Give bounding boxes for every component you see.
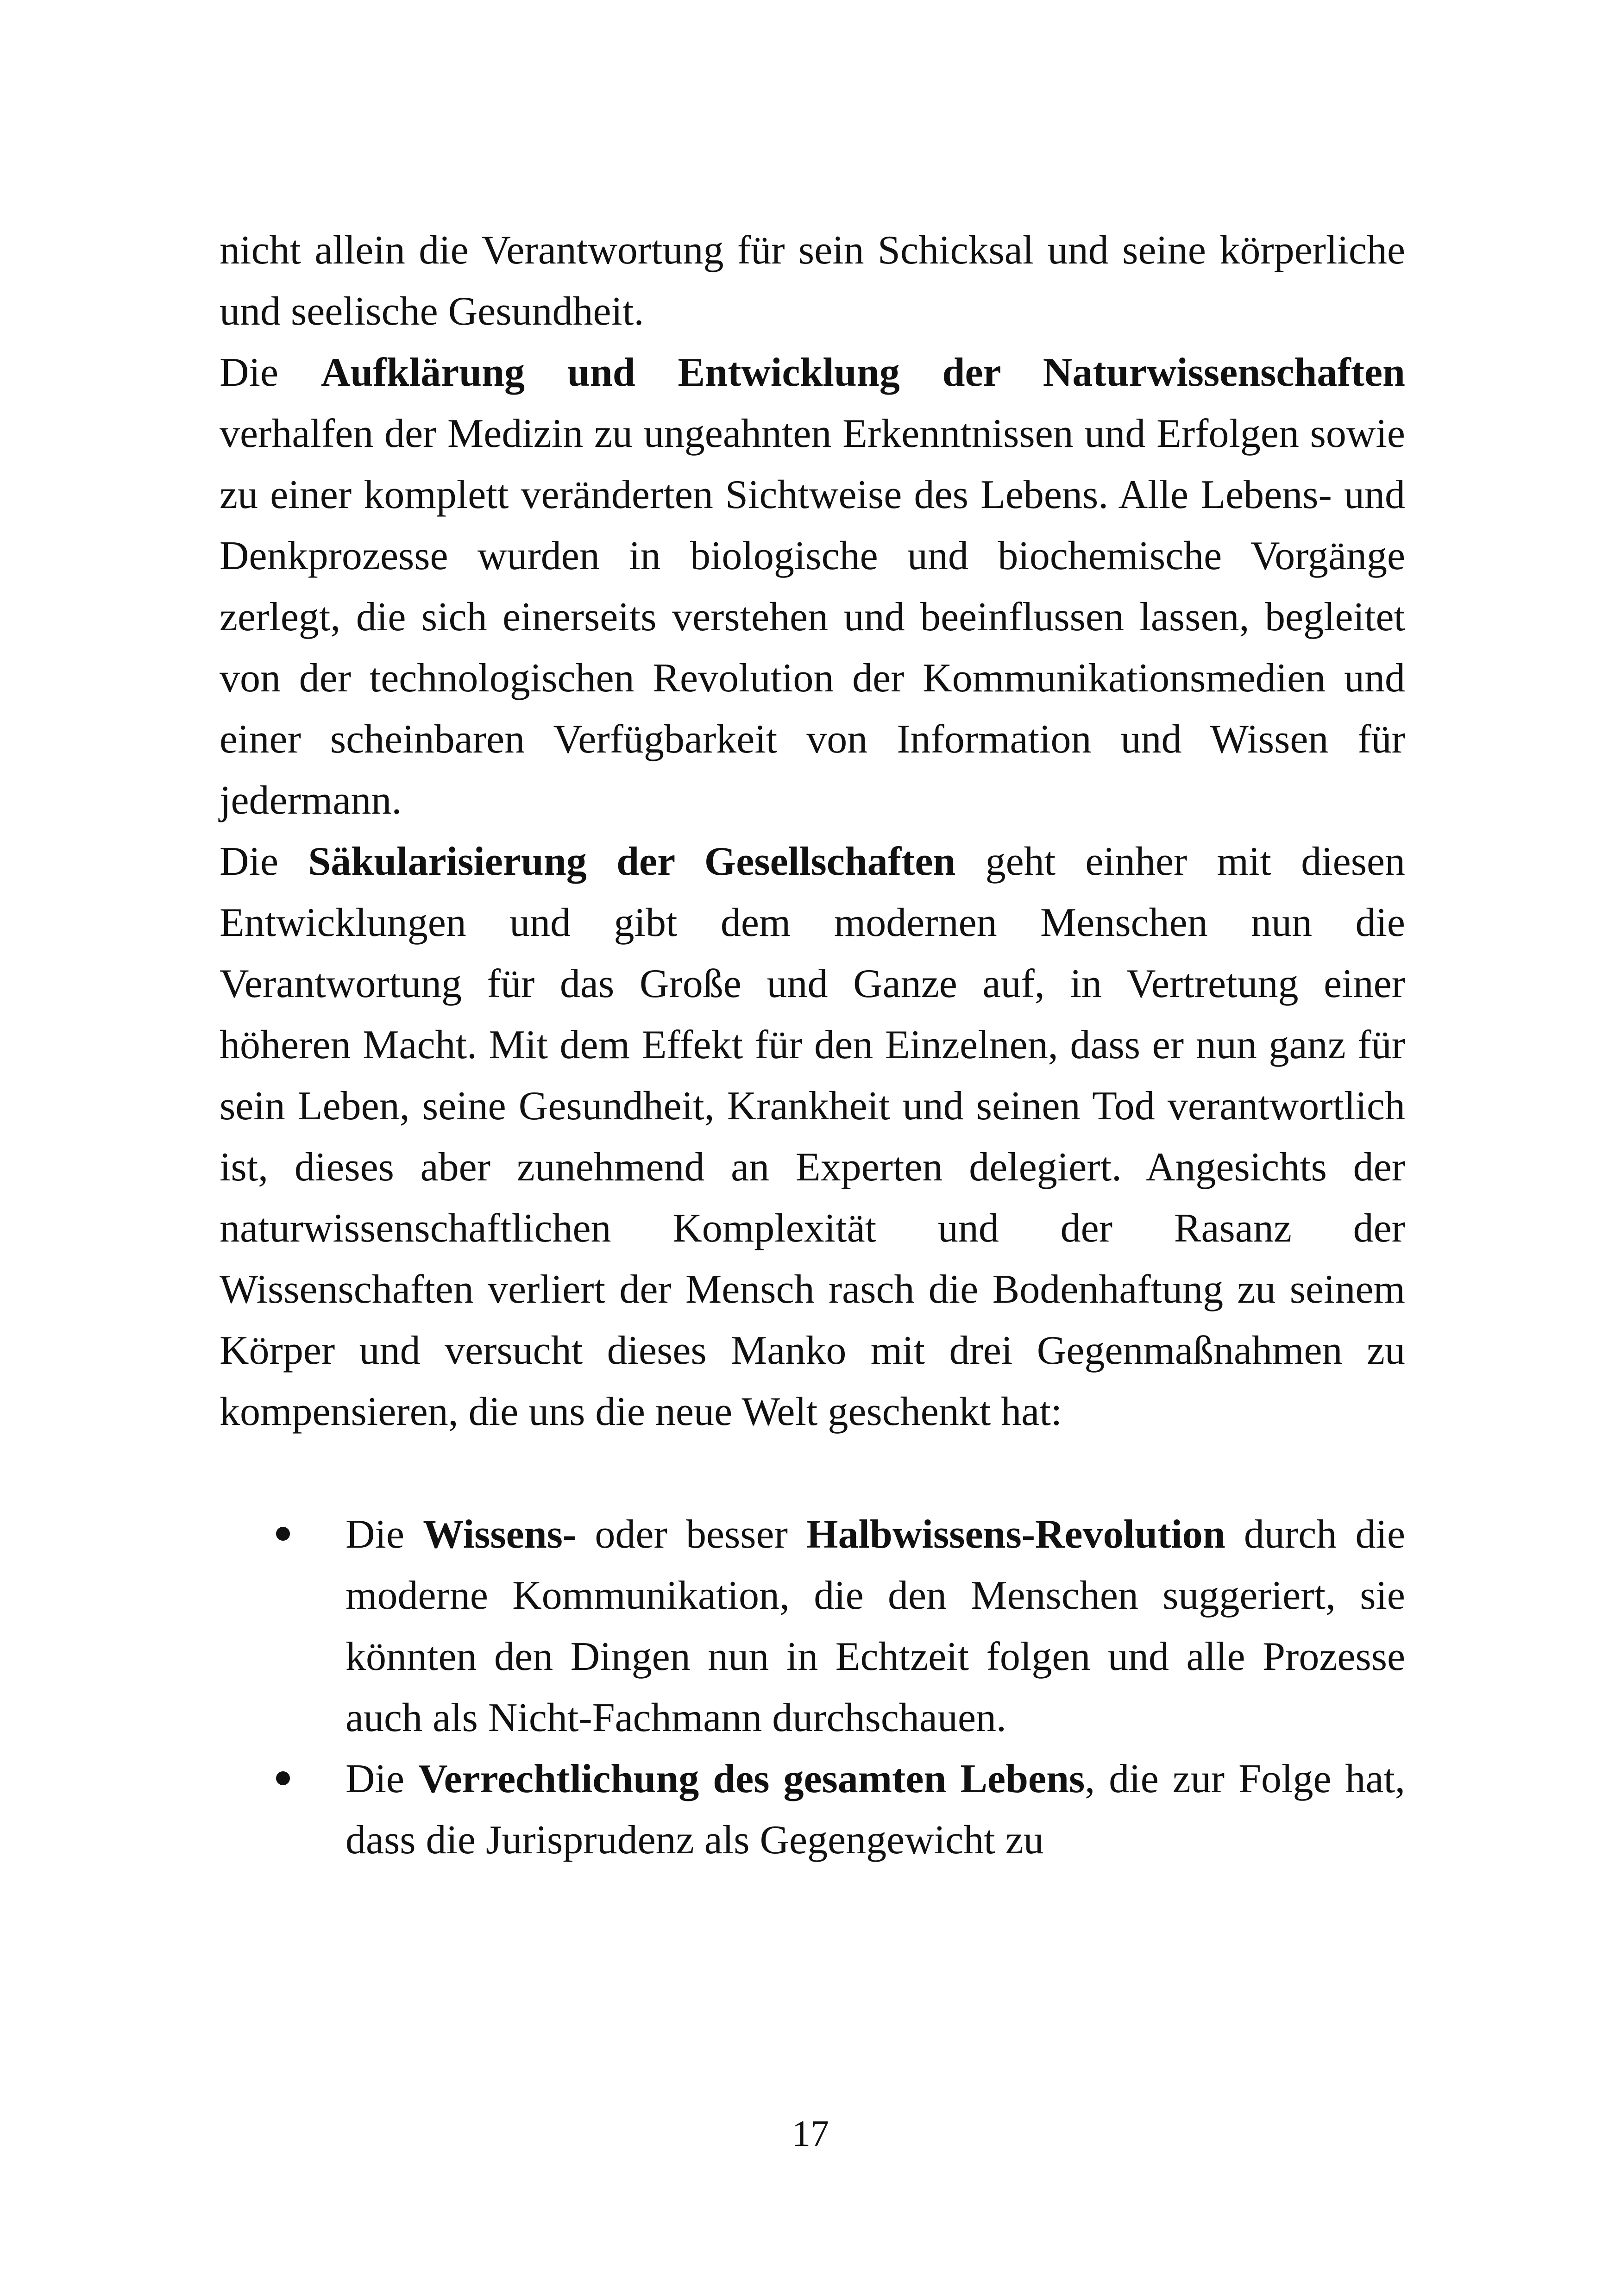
paragraph-1-text: nicht allein die Verantwortung für sein Schicksal und seine körperliche und seelische Gesundheit. [220,228,1405,334]
bullet-list [220,1504,1405,1871]
paragraph-3 [220,831,1405,1443]
bullet-1-bold-1: Wissens- [423,1512,577,1557]
paragraph-1 [220,220,1405,342]
bullet-1-rest: durch die moderne Kommunikation, die den Menschen suggeriert, sie könnten den Dingen nun in Echtzeit folgen und alle Prozesse auch als Nicht-Fachmann durchschauen. [346,1512,1406,1740]
paragraph-3-lead: Die [220,839,308,884]
paragraph-3-rest: geht einher mit diesen Entwicklungen und gibt dem modernen Menschen nun die Verantwortung für das Große und Ganze auf, in Vertretung einer höheren Macht. Mit dem Effekt für den Einzelnen, dass er nun ganz für sein Leben, seine Gesundheit, Krankheit und seinen Tod verantwortlich ist, dieses aber zunehmend an Experten delegiert. Angesichts der naturwissenschaftlichen Komplexität und der Rasanz der Wissenschaften verliert der Mensch rasch die Bodenhaftung zu seinem Körper und versucht dieses Manko mit drei Gegenmaßnahmen zu kompensieren, die uns die neue Welt geschenkt hat: [220,839,1406,1434]
bullet-2-bold: Verrechtlichung des gesamten Lebens [418,1757,1085,1801]
paragraph-2-bold: Aufklärung und Entwicklung der Naturwissenschaften [320,350,1405,395]
bullet-1-middle: oder besser [576,1512,807,1557]
bullet-2-rest: , die zur Folge hat, dass die Jurisprudenz als Gegengewicht zu [346,1757,1406,1863]
paragraph-2 [220,342,1405,831]
paragraph-3-bold: Säkularisierung der Gesellschaften [308,839,956,884]
bullet-icon [276,1771,290,1785]
paragraph-2-rest: verhalfen der Medizin zu ungeahnten Erkenntnissen und Erfolgen sowie zu einer komplett veränderten Sichtweise des Lebens. Alle Lebens- und Denkprozesse wurden in biologische und biochemische Vorgänge zerlegt, die sich einerseits verstehen und beeinflussen lassen, begleitet von der technologischen Revolution der Kommunikationsmedien und einer scheinbaren Verfügbarkeit von Information und Wissen für jedermann. [220,411,1405,823]
page-number: 17 [792,2114,829,2154]
bullet-icon [276,1527,290,1541]
bullet-item-1 [220,1504,1405,1749]
bullet-item-2 [220,1749,1405,1871]
paragraph-2-lead: Die [220,350,321,395]
bullet-1-lead: Die [346,1512,423,1557]
bullet-1-bold-2: Halbwissens-Revolution [806,1512,1225,1557]
body-text [220,220,1405,1871]
bullet-2-lead: Die [346,1757,419,1801]
